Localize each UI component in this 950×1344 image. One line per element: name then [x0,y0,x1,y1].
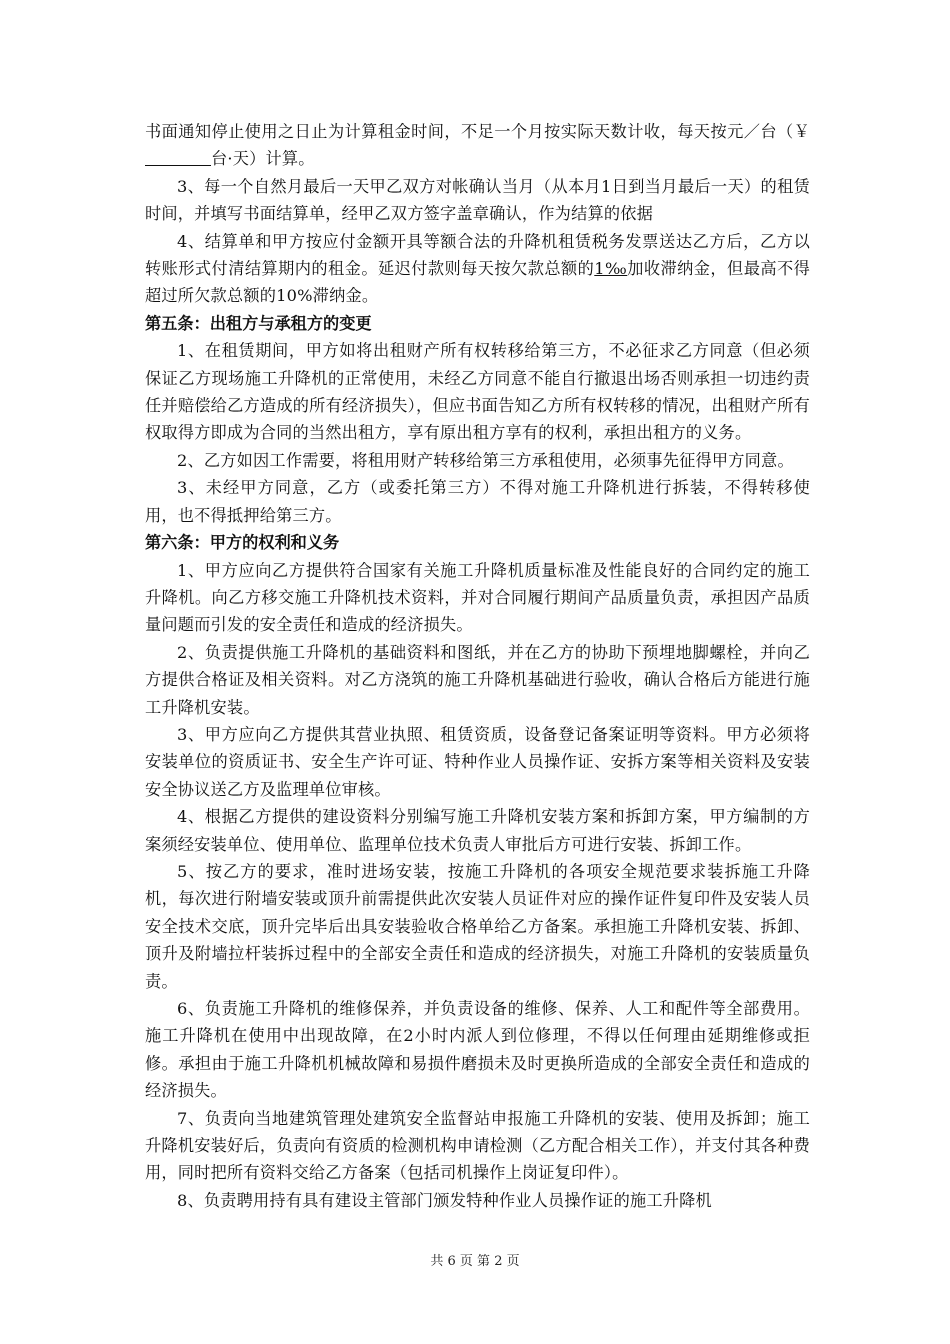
paragraph-article6-item5: 5、按乙方的要求，准时进场安装，按施工升降机的各项安全规范要求装拆施工升降机，每次进行附墙安装或顶升前需提供此次安装人员证件对应的操作证件复印件及安装人员安全技术交底，顶升完毕后出具安装验收合格单给乙方备案。承担施工升降机安装、拆卸、顶升及附墙拉杆装拆过程中的全部安全责任和造成的经济损失，对施工升降机的安装质量负责。 [145,861,810,991]
paragraph-rent-calculation: 书面通知停止使用之日止为计算租金时间，不足一个月按实际天数计收，每天按元／台（￥台·天）计算。 [145,122,810,169]
document-page [145,118,810,1214]
paragraph-article5-item1: 1、在租赁期间，甲方如将出租财产所有权转移给第三方，不必征求乙方同意（但必须保证乙方现场施工升降机的正常使用，未经乙方同意不能自行撤退出场否则承担一切违约责任并赔偿给乙方造成的所有经济损失），但应书面告知乙方所有权转移的情况，出租财产所有权取得方即成为合同的当然出租方，享有原出租方享有的权利，承担出租方的义务。 [145,341,810,443]
paragraph-article6-item8: 8、负责聘用持有具有建设主管部门颁发特种作业人员操作证的施工升降机 [177,1190,712,1210]
paragraph-article6-item4: 4、根据乙方提供的建设资料分别编写施工升降机安装方案和拆卸方案，甲方编制的方案须经安装单位、使用单位、监理单位技术负责人审批后方可进行安装、拆卸工作。 [145,807,810,854]
paragraph-article6-item2: 2、负责提供施工升降机的基础资料和图纸，并在乙方的协助下预埋地脚螺栓，并向乙方提供合格证及相关资料。对乙方浇筑的施工升降机基础进行验收，确认合格后方能进行施工升降机安装。 [145,642,810,717]
blank-amount-field [145,149,211,166]
paragraph-article5-item3: 3、未经甲方同意，乙方（或委托第三方）不得对施工升降机进行拆装，不得转移使用，也不得抵押给第三方。 [145,478,810,525]
paragraph-article6-item1: 1、甲方应向乙方提供符合国家有关施工升降机质量标准及性能良好的合同约定的施工升降机。向乙方移交施工升降机技术资料，并对合同履行期间产品质量负责，承担因产品质量问题而引发的安全责任和造成的经济损失。 [145,560,810,635]
paragraph-article6-item3: 3、甲方应向乙方提供其营业执照、租赁资质，设备登记备案证明等资料。甲方必须将安装单位的资质证书、安全生产许可证、特种作业人员操作证、安拆方案等相关资料及安装安全协议送乙方及监理单位审核。 [145,724,810,799]
section-heading-article-5: 第五条：出租方与承租方的变更 [145,313,372,333]
section-heading-article-6: 第六条：甲方的权利和义务 [145,533,340,553]
paragraph-monthly-settlement: 3、每一个自然月最后一天甲乙双方对帐确认当月（从本月1日到当月最后一天）的租赁时间，并填写书面结算单，经甲乙双方签字盖章确认，作为结算的依据 [145,176,810,224]
paragraph-article6-item6: 6、负责施工升降机的维修保养，并负责设备的维修、保养、人工和配件等全部费用。施工升降机在使用中出现故障，在2小时内派人到位修理，不得以任何理由延期维修或拒修。承担由于施工升降机机械故障和易损件磨损未及时更换所造成的全部安全责任和造成的经济损失。 [145,999,810,1101]
paragraph-invoice-payment: 4、结算单和甲方按应付金额开具等额合法的升降机租赁税务发票送达乙方后，乙方以转账形式付清结算期内的租金。延迟付款则每天按欠款总额的1‰加收滞纳金，但最高不得超过所欠款总额的10%滞纳金。 [145,231,811,306]
page-footer: 共 6 页 第 2 页 [430,1254,520,1269]
paragraph-article5-item2: 2、乙方如因工作需要，将租用财产转移给第三方承租使用，必须事先征得甲方同意。 [177,450,794,470]
paragraph-article6-item7: 7、负责向当地建筑管理处建筑安全监督站申报施工升降机的安装、使用及拆卸；施工升降机安装好后，负责向有资质的检测机构申请检测（乙方配合相关工作），并支付其各种费用，同时把所有资料交给乙方备案（包括司机操作上岗证复印件）。 [145,1108,810,1183]
late-fee-rate: 1‰ [594,259,628,279]
